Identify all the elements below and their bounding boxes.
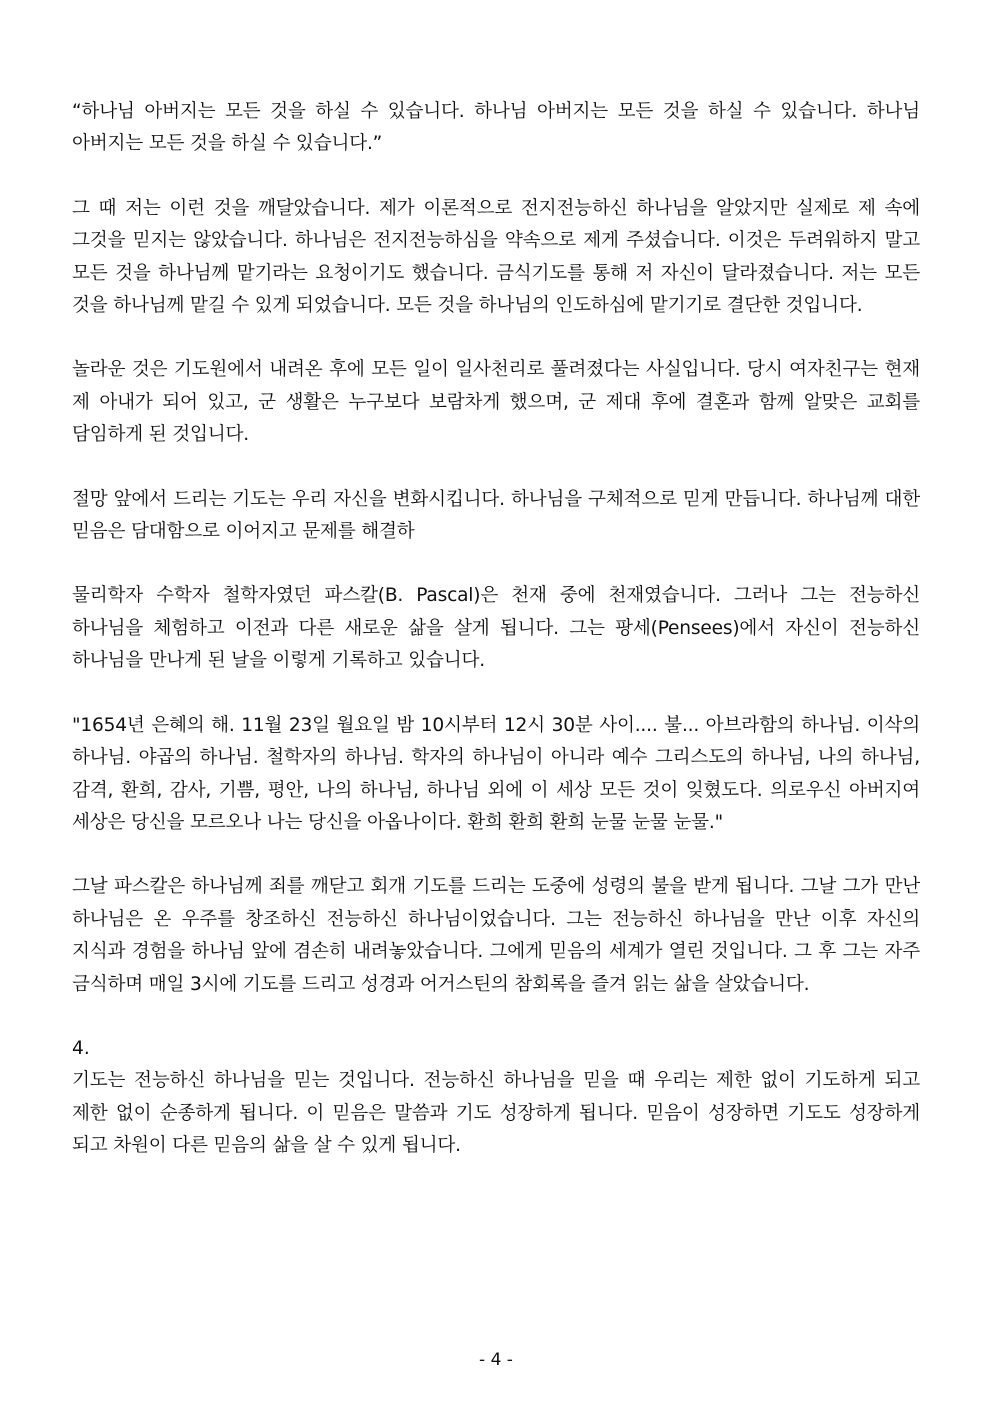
paragraph-pascal-memorial: "1654년 은혜의 해. 11월 23일 월요일 밤 10시부터 12시 30분 사이.... 불... 아브라함의 하나님. 이삭의 하나님. 야곱의 하나님. 철학자의 하나님. 학자의 하나님이 아니라 예수 그리스도의 하나님, 나의 하나님, 감격, 환희, 감사, 기쁨, 평안, 나의 하나님, 하나님 외에 이 세상 모든 것이 잊혔도다. 의로우신 아버지여 세상은 당신을 모르오나 나는 당신을 아옵나이다. 환희 환희 환희 눈물 눈물 눈물." [72, 714, 920, 833]
paragraph-pascal-conversion: 그날 파스칼은 하나님께 죄를 깨닫고 회개 기도를 드리는 도중에 성령의 불을 받게 됩니다. 그날 그가 만난 하나님은 온 우주를 창조하신 전능하신 하나님이었습니다. 그는 전능하신 하나님을 만난 이후 자신의 지식과 경험을 하나님 앞에 겸손히 내려놓았습니다. 그에게 믿음의 세계가 열린 것입니다. 그 후 그는 자주 금식하며 매일 3시에 기도를 드리고 성경과 어거스틴의 참회록을 즐겨 읽는 삶을 살았습니다. [72, 876, 920, 995]
paragraph-pascal-intro: 물리학자 수학자 철학자였던 파스칼(B. Pascal)은 천재 중에 천재였습니다. 그러나 그는 전능하신 하나님을 체험하고 이전과 다른 새로운 삶을 살게 됩니다. 그는 팡세(Pensees)에서 자신이 전능하신 하나님을 만나게 된 날을 이렇게 기록하고 있습니다. [72, 585, 920, 672]
section-number: 4. [72, 1037, 90, 1059]
document-body [72, 96, 920, 1195]
paragraph-after-prayer-house: 놀라운 것은 기도원에서 내려온 후에 모든 일이 일사천리로 풀려졌다는 사실입니다. 당시 여자친구는 현재 제 아내가 되어 있고, 군 생활은 누구보다 보람차게 했으며, 군 제대 후에 결혼과 함께 알맞은 교회를 담임하게 된 것입니다. [72, 359, 920, 446]
paragraph-quote-father: “하나님 아버지는 모든 것을 하실 수 있습니다. 하나님 아버지는 모든 것을 하실 수 있습니다. 하나님 아버지는 모든 것을 하실 수 있습니다.” [72, 101, 920, 155]
page-number: - 4 - [479, 1350, 513, 1370]
paragraph-realization: 그 때 저는 이런 것을 깨달았습니다. 제가 이론적으로 전지전능하신 하나님을 알았지만 실제로 제 속에 그것을 믿지는 않았습니다. 하나님은 전지전능하심을 약속으로 제게 주셨습니다. 이것은 두려워하지 말고 모든 것을 하나님께 맡기라는 요청이기도 했습니다. 금식기도를 통해 저 자신이 달라졌습니다. 저는 모든 것을 하나님께 맡길 수 있게 되었습니다. 모든 것을 하나님의 인도하심에 맡기기로 결단한 것입니다. [72, 197, 920, 317]
paragraph-prayer-in-despair: 절망 앞에서 드리는 기도는 우리 자신을 변화시킵니다. 하나님을 구체적으로 믿게 만듭니다. 하나님께 대한 믿음은 담대함으로 이어지고 문제를 해결하 [72, 488, 920, 543]
paragraph-prayer-is-faith: 기도는 전능하신 하나님을 믿는 것입니다. 전능하신 하나님을 믿을 때 우리는 제한 없이 기도하게 되고 제한 없이 순종하게 됩니다. 이 믿음은 말씀과 기도 성장하게 됩니다. 믿음이 성장하면 기도도 성장하게 되고 차원이 다른 믿음의 삶을 살 수 있게 됩니다. [72, 1070, 920, 1157]
